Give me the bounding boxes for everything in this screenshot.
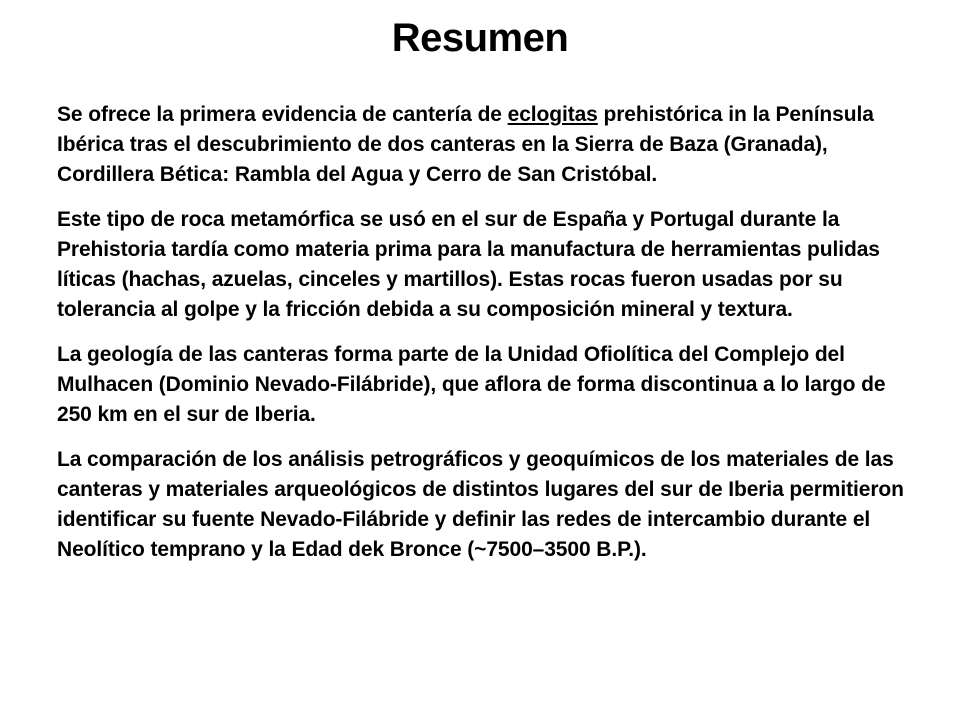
slide-title: Resumen: [391, 16, 569, 60]
paragraph-quarries-evidence: [57, 100, 913, 190]
paragraph-comparison: La comparación de los análisis petrográficos y geoquímicos de los materiales de las canteras y materiales arqueológicos de distintos lugares del sur de Iberia permitieron identificar su fuente Nevado-Filábride y definir las redes de intercambio durante el Neolítico temprano y la Edad dek Bronce (~7500–3500 B.P.).: [57, 448, 904, 561]
paragraph-1-text-after: prehistórica in la Península Ibérica tras el descubrimiento de dos canteras en la Sierra de Baza (Granada), Cordillera Bética: Rambla del Agua y Cerro de San Cristóbal.: [57, 103, 874, 186]
paragraph-rock-usage: Este tipo de roca metamórfica se usó en el sur de España y Portugal durante la Prehistoria tardía como materia prima para la manufactura de herramientas pulidas líticas (hachas, azuelas, cinceles y martillos). Estas rocas fueron usadas por su tolerancia al golpe y la fricción debida a su composición mineral y textura.: [57, 208, 880, 321]
paragraph-geology: La geología de las canteras forma parte de la Unidad Ofiolítica del Complejo del Mulhacen (Dominio Nevado-Filábride), que aflora de forma discontinua a lo largo de 250 km en el sur de Iberia.: [57, 343, 886, 426]
underlined-term-eclogitas: eclogitas: [507, 103, 598, 126]
slide-body: [57, 100, 913, 580]
paragraph-1-text-before: Se ofrece la primera evidencia de cantería de: [57, 103, 508, 126]
